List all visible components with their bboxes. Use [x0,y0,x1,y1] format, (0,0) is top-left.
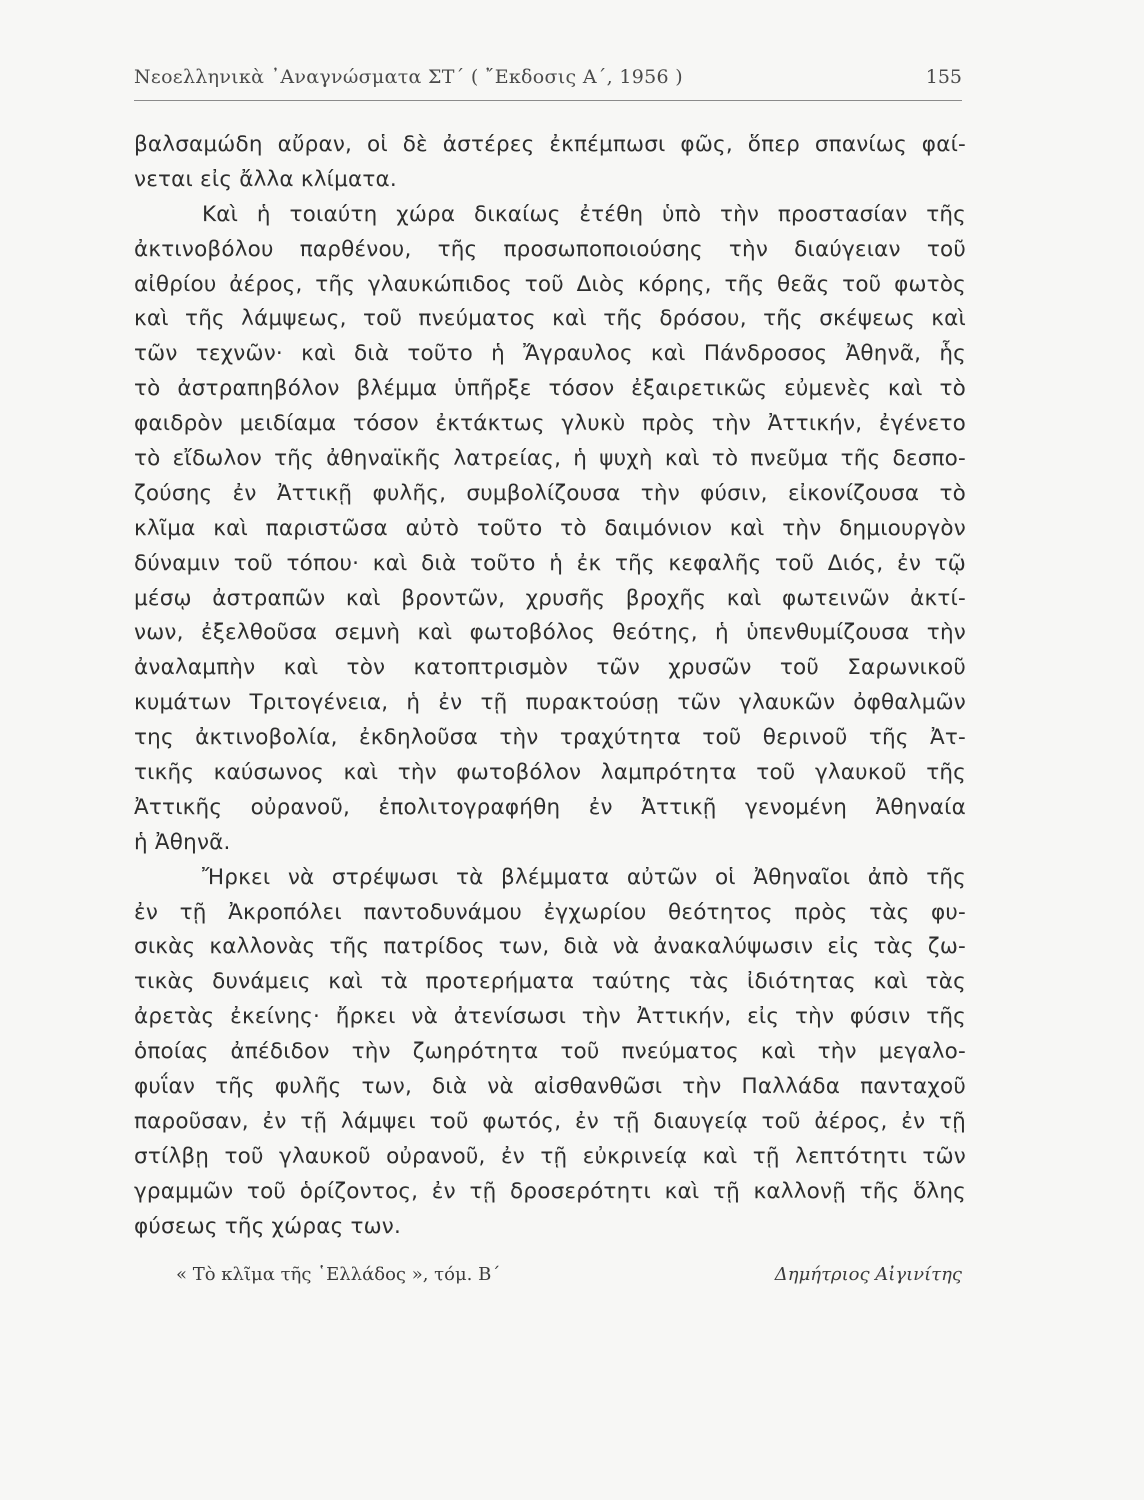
text-line: ἀναλαμπὴν καὶ τὸν κατοπτρισμὸν τῶν χρυσῶν τοῦ Σαρωνικοῦ [134,655,966,681]
text-line: ἐν τῇ Ἀκροπόλει παντοδυνάμου ἐγχωρίου θεότητος πρὸς τὰς φυ- [134,899,966,925]
text-line: Καὶ ἡ τοιαύτη χώρα δικαίως ἐτέθη ὑπὸ τὴν προστασίαν τῆς [202,201,966,227]
text-line: ἀρετὰς ἐκείνης· ἤρκει νὰ ἀτενίσωσι τὴν Ἀττικήν, εἰς τὴν φύσιν τῆς [134,1004,966,1030]
text-line: νεται εἰς ἄλλα κλίματα. [134,166,397,192]
source-reference: « Τὸ κλῖμα τῆς ῾Ελλάδος », τόμ. Β΄ [176,1264,501,1285]
text-line: κυμάτων Τριτογένεια, ἡ ἐν τῇ πυρακτούσῃ τῶν γλαυκῶν ὀφθαλμῶν [134,690,966,716]
text-line: τὸ εἴδωλον τῆς ἀθηναϊκῆς λατρείας, ἡ ψυχὴ καὶ τὸ πνεῦμα τῆς δεσπο- [134,446,966,472]
text-line: φύσεως τῆς χώρας των. [134,1213,402,1239]
text-line: φυΐαν τῆς φυλῆς των, διὰ νὰ αἰσθανθῶσι τὴν Παλλάδα πανταχοῦ [134,1074,966,1100]
text-line: τῶν τεχνῶν· καὶ διὰ τοῦτο ἡ Ἄγραυλος καὶ Πάνδροσος Ἀθηνᾶ, ἧς [134,341,966,367]
text-line: βαλσαμώδη αὔραν, οἱ δὲ ἀστέρες ἐκπέμπωσι φῶς, ὅπερ σπανίως φαί- [134,132,966,157]
text-line: στίλβῃ τοῦ γλαυκοῦ οὐρανοῦ, ἐν τῇ εὐκρινείᾳ καὶ τῇ λεπτότητι τῶν [134,1143,966,1169]
text-line: δύναμιν τοῦ τόπου· καὶ διὰ τοῦτο ἡ ἐκ τῆς κεφαλῆς τοῦ Διός, ἐν τῷ [134,550,966,576]
text-line: καὶ τῆς λάμψεως, τοῦ πνεύματος καὶ τῆς δρόσου, τῆς σκέψεως καὶ [134,306,966,332]
text-line: κλῖμα καὶ παριστῶσα αὐτὸ τοῦτο τὸ δαιμόνιον καὶ τὴν δημιουργὸν [134,515,966,541]
text-line: μέσῳ ἀστραπῶν καὶ βροντῶν, χρυσῆς βροχῆς καὶ φωτεινῶν ἀκτί- [134,585,966,611]
text-line: ζούσης ἐν Ἀττικῇ φυλῆς, συμβολίζουσα τὴν φύσιν, εἰκονίζουσα τὸ [134,480,966,506]
text-line: τὸ ἀστραπηβόλον βλέμμα ὑπῆρξε τόσον ἐξαιρετικῶς εὐμενὲς καὶ τὸ [134,376,966,402]
text-line: Ἀττικῆς οὐρανοῦ, ἐπολιτογραφήθη ἐν Ἀττικῇ γενομένη Ἀθηναία [134,794,966,820]
text-line: σικὰς καλλονὰς τῆς πατρίδος των, διὰ νὰ ἀνακαλύψωσιν εἰς τὰς ζω- [134,934,966,960]
text-line: νων, ἐξελθοῦσα σεμνὴ καὶ φωτοβόλος θεότης, ἡ ὑπενθυμίζουσα τὴν [134,620,966,646]
text-line: τικὰς δυνάμεις καὶ τὰ προτερήματα ταύτης τὰς ἰδιότητας καὶ τὰς [134,969,966,995]
text-line: της ἀκτινοβολία, ἐκδηλοῦσα τὴν τραχύτητα τοῦ θερινοῦ τῆς Ἀτ- [134,725,966,751]
body-text [134,128,966,1245]
text-line: φαιδρὸν μειδίαμα τόσον ἐκτάκτως γλυκὺ πρὸς τὴν Ἀττικήν, ἐγένετο [134,411,966,437]
header-title: Νεοελληνικὰ ᾿Αναγνώσματα ΣΤ΄ ( ῎Εκδοσις Α΄, 1956 ) [134,66,683,88]
text-line: ἀκτινοβόλου παρθένου, τῆς προσωποποιούσης τὴν διαύγειαν τοῦ [134,236,966,262]
source-citation [176,1264,962,1296]
text-line: τικῆς καύσωνος καὶ τὴν φωτοβόλον λαμπρότητα τοῦ γλαυκοῦ τῆς [134,760,966,786]
text-line: Ἤρκει νὰ στρέψωσι τὰ βλέμματα αὐτῶν οἱ Ἀθηναῖοι ἀπὸ τῆς [202,864,966,890]
text-line: ἡ Ἀθηνᾶ. [134,829,231,855]
author-name: Δημήτριος Αἰγινίτης [774,1264,962,1285]
text-line: ὁποίας ἀπέδιδον τὴν ζωηρότητα τοῦ πνεύματος καὶ τὴν μεγαλο- [134,1039,966,1065]
text-line: αἰθρίου ἀέρος, τῆς γλαυκώπιδος τοῦ Διὸς κόρης, τῆς θεᾶς τοῦ φωτὸς [134,271,966,297]
text-line: γραμμῶν τοῦ ὁρίζοντος, ἐν τῇ δροσερότητι καὶ τῇ καλλονῇ τῆς ὅλης [134,1178,966,1204]
running-header [134,64,962,101]
text-line: παροῦσαν, ἐν τῇ λάμψει τοῦ φωτός, ἐν τῇ διαυγείᾳ τοῦ ἀέρος, ἐν τῇ [134,1108,966,1134]
page-number: 155 [925,66,962,88]
